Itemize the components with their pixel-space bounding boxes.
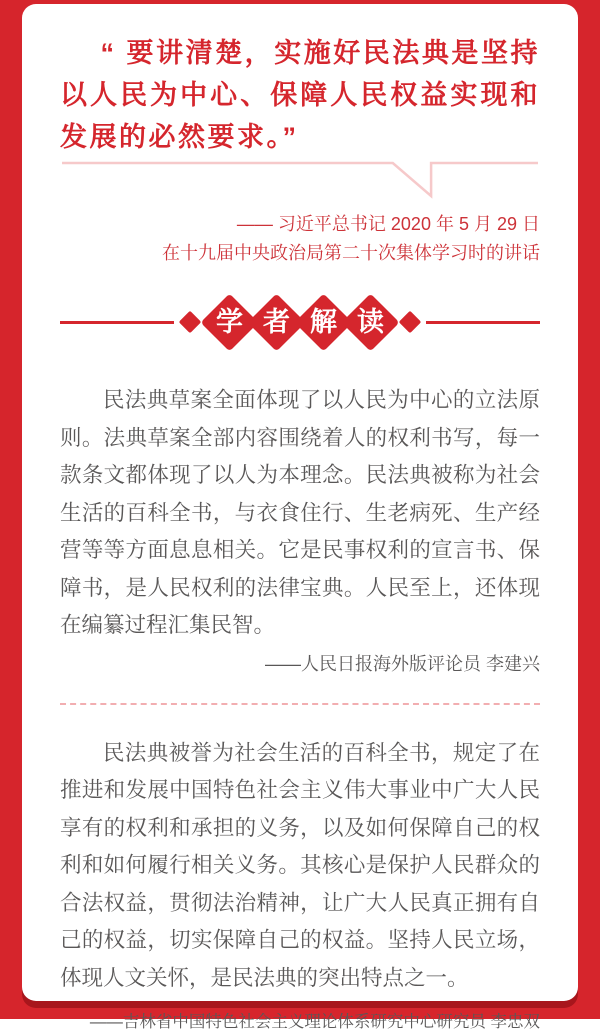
speech-bubble-tail-line: [60, 160, 540, 200]
quote-card: [22, 4, 578, 1031]
commentary-2-attribution: ——吉林省中国特色社会主义理论体系研究中心研究员 李忠双: [89, 1013, 540, 1031]
header-char-1: 学: [216, 306, 243, 337]
commentary-1-attribution: ——人民日报海外版评论员 李建兴: [265, 653, 540, 674]
commentary-1-text: 民法典草案全面体现了以人民为中心的立法原则。法典草案全部内容围绕着人的权利书写，每一款条文都体现了以人为本理念。民法典被称为社会生活的百科全书，与衣食住行、生老病死、生产经营等等方面息息相关。它是民事权利的宣言书、保障书，是人民权利的法律宝典。人民至上，还体现在编纂过程汇集民智。: [60, 388, 540, 637]
leader-quote-text: “ 要讲清楚，实施好民法典是坚持以人民为中心、保障人民权益实现和发展的必然要求。”: [60, 38, 540, 152]
header-char-3: 解: [310, 306, 337, 337]
quote-attribution-line1: —— 习近平总书记 2020 年 5 月 29 日: [236, 214, 540, 234]
small-diamond-icon: [179, 311, 202, 334]
header-line-left: [60, 321, 174, 324]
quote-attribution: [60, 210, 540, 268]
dashed-divider: [60, 703, 540, 705]
header-line-right: [426, 321, 540, 324]
header-char-2: 者: [263, 306, 290, 337]
quote-attribution-line2: 在十九届中央政治局第二十次集体学习时的讲话: [162, 243, 540, 263]
diamond-char-4: [342, 293, 400, 351]
header-char-4: 读: [357, 306, 384, 337]
commentary-2-text: 民法典被誉为社会生活的百科全书，规定了在推进和发展中国特色社会主义伟大事业中广大人民享有的权利和承担的义务，以及如何保障自己的权利和如何履行相关义务。其核心是保护人民群众的合法权益，贯彻法治精神，让广大人民真正拥有自己的权益，切实保障自己的权益。坚持人民立场，体现人文关怀，是民法典的突出特点之一。: [60, 740, 540, 990]
section-header-scholar-interpretation: [60, 292, 540, 352]
small-diamond-icon: [399, 311, 422, 334]
